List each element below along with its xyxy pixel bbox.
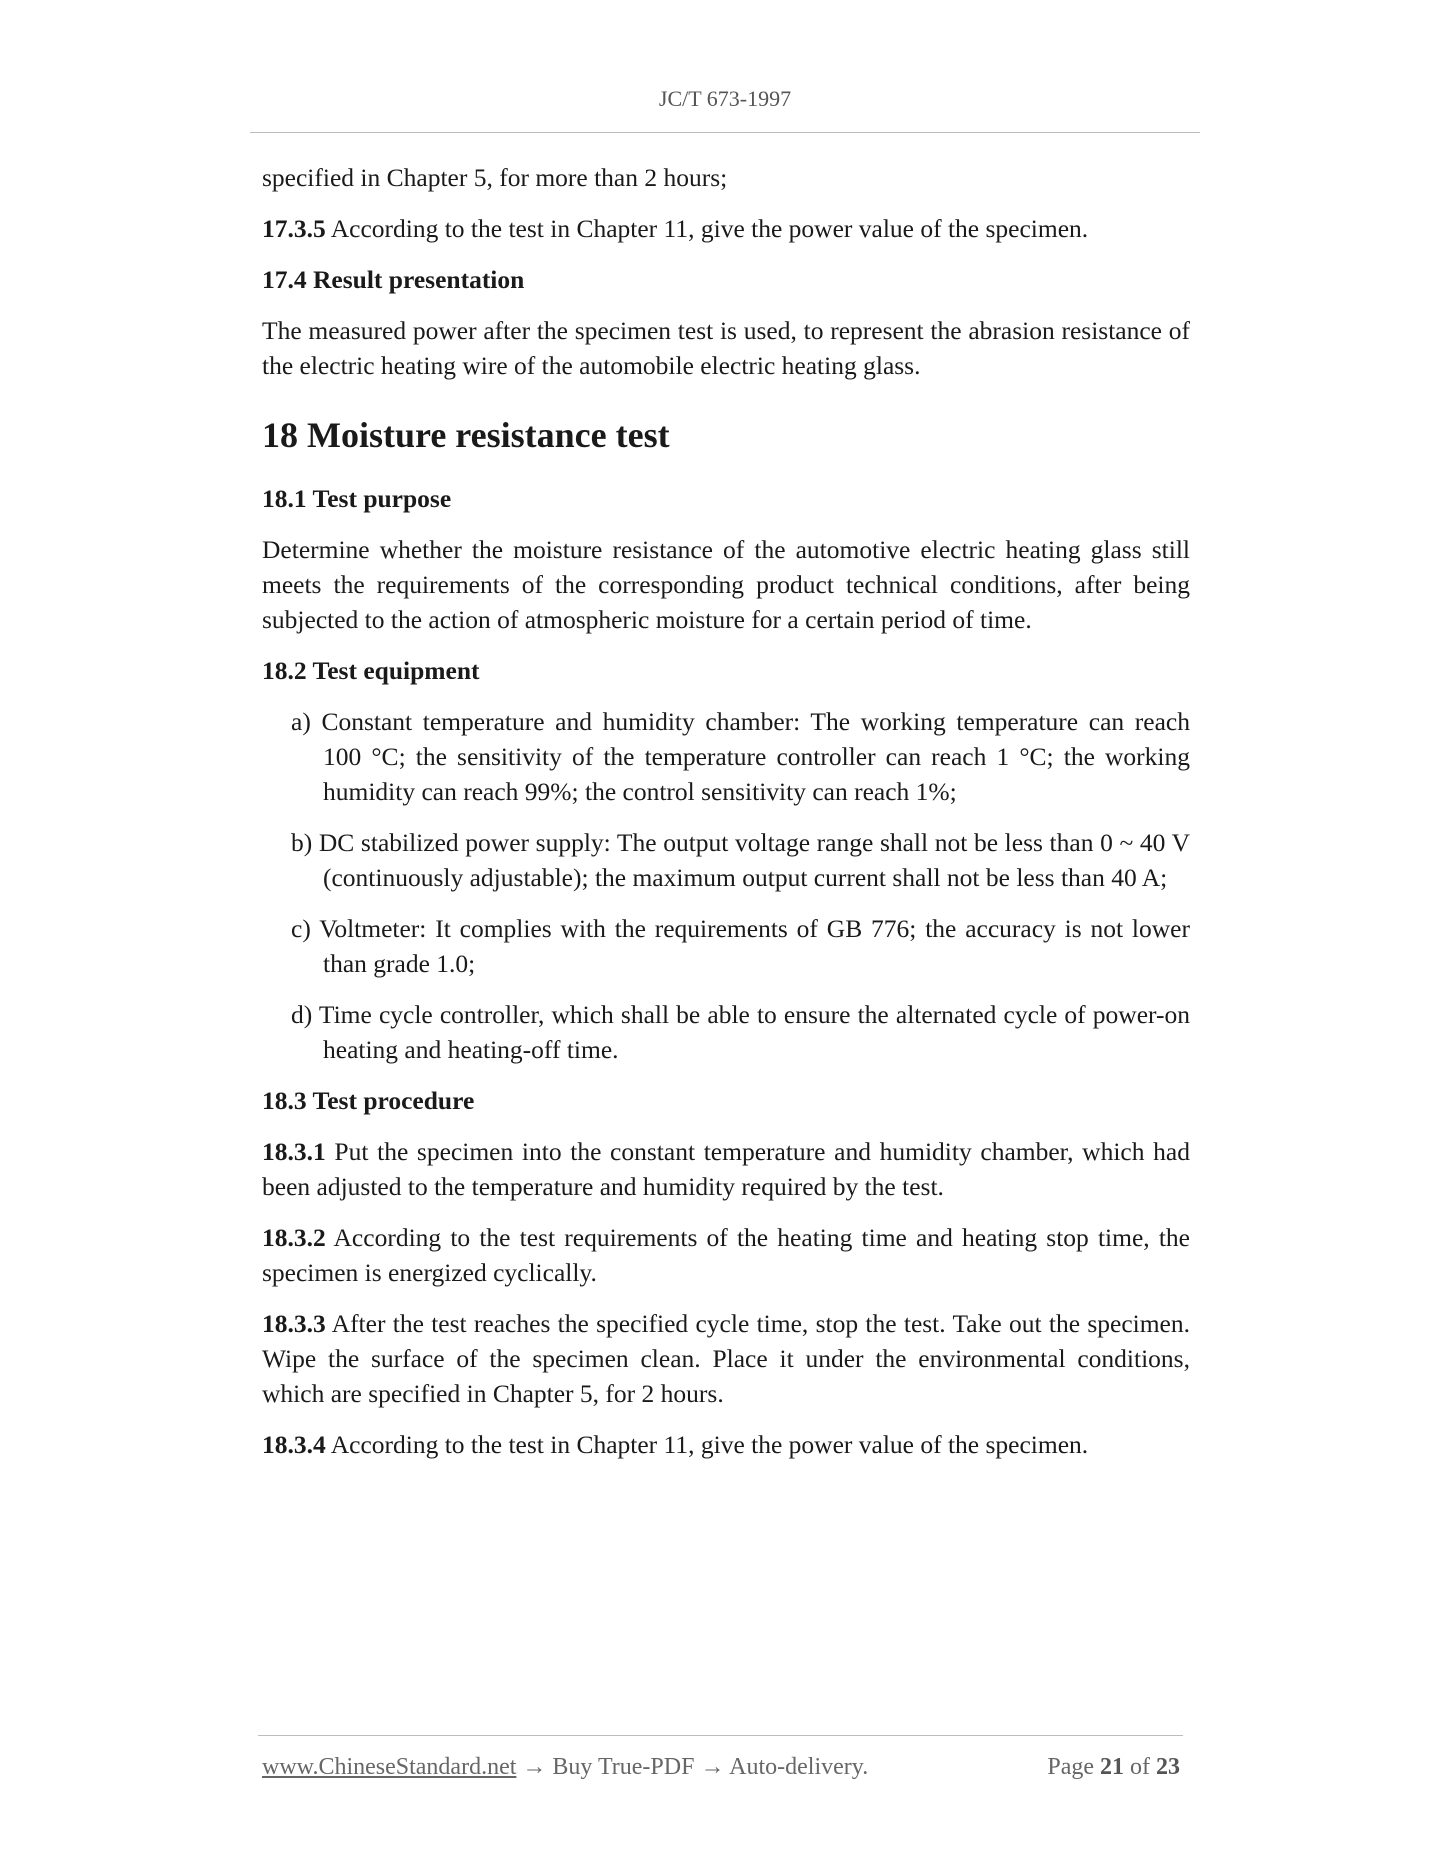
arrow-right-icon: → — [522, 1754, 547, 1780]
clause-text: According to the test requirements of the heating time and heating stop time, the specimen is energized cyclically. — [262, 1223, 1190, 1287]
purpose-paragraph: Determine whether the moisture resistance of the automotive electric heating glass still meets the requirements of the corresponding product technical conditions, after being subjected to the action of atmospheric moisture for a certain period of time. — [262, 535, 1190, 634]
heading-18-2: 18.2 Test equipment — [262, 656, 480, 685]
clause-17-3-5 — [262, 211, 1190, 246]
arrow-right-icon: → — [700, 1754, 725, 1780]
clause-number: 18.3.1 — [262, 1137, 326, 1166]
clause-text: According to the test in Chapter 11, give the power value of the specimen. — [325, 1430, 1089, 1459]
clause-18-3-1 — [262, 1134, 1190, 1204]
page-content — [262, 160, 1190, 1462]
clause-number: 17.3.5 — [262, 214, 326, 243]
site-link[interactable]: www.ChineseStandard.net — [262, 1754, 517, 1780]
of-label: of — [1130, 1754, 1150, 1780]
footer-divider — [258, 1735, 1183, 1736]
clause-number: 18.3.2 — [262, 1223, 326, 1252]
clause-18-3-3 — [262, 1306, 1190, 1411]
chapter-18-title: 18 Moisture resistance test — [262, 415, 670, 455]
equipment-item-d: d) Time cycle controller, which shall be able to ensure the alternated cycle of power-on heating and heating-off time. — [291, 1000, 1190, 1064]
heading-17-4: 17.4 Result presentation — [262, 265, 525, 294]
header-divider — [250, 132, 1200, 133]
total-pages: 23 — [1156, 1754, 1180, 1780]
result-paragraph: The measured power after the specimen test is used, to represent the abrasion resistance of the electric heating wire of the automobile electric heating glass. — [262, 316, 1190, 380]
clause-text: According to the test in Chapter 11, give the power value of the specimen. — [325, 214, 1089, 243]
page-label: Page — [1047, 1754, 1094, 1780]
clause-18-3-2 — [262, 1220, 1190, 1290]
auto-delivery-text: Auto-delivery. — [729, 1754, 869, 1780]
heading-18-1: 18.1 Test purpose — [262, 484, 452, 513]
current-page: 21 — [1100, 1754, 1124, 1780]
clause-text: Put the specimen into the constant temperature and humidity chamber, which had been adjusted to the temperature and humidity required by the test. — [262, 1137, 1190, 1201]
equipment-item-c: c) Voltmeter: It complies with the requirements of GB 776; the accuracy is not lower than grade 1.0; — [291, 914, 1190, 978]
heading-18-3: 18.3 Test procedure — [262, 1086, 475, 1115]
buy-pdf-link[interactable]: Buy True-PDF — [552, 1754, 695, 1780]
equipment-item-b: b) DC stabilized power supply: The output voltage range shall not be less than 0 ~ 40 V (continuously adjustable); the maximum output current shall not be less than 40 A; — [291, 828, 1190, 892]
equipment-item-a: a) Constant temperature and humidity chamber: The working temperature can reach 100 °C; the sensitivity of the temperature controller can reach 1 °C; the working humidity can reach 99%; the control sensitivity can reach 1%; — [291, 707, 1190, 806]
clause-number: 18.3.4 — [262, 1430, 326, 1459]
clause-18-3-4 — [262, 1427, 1190, 1462]
page-number — [1047, 1754, 1180, 1781]
footer-links — [262, 1754, 868, 1781]
header-doc-id: JC/T 673-1997 — [658, 86, 792, 111]
continued-paragraph: specified in Chapter 5, for more than 2 hours; — [262, 163, 728, 192]
clause-text: After the test reaches the specified cycle time, stop the test. Take out the specimen. Wipe the surface of the specimen clean. Place it under the environmental conditions, which are specified in Chapter 5, for 2 hours. — [262, 1309, 1190, 1408]
clause-number: 18.3.3 — [262, 1309, 326, 1338]
